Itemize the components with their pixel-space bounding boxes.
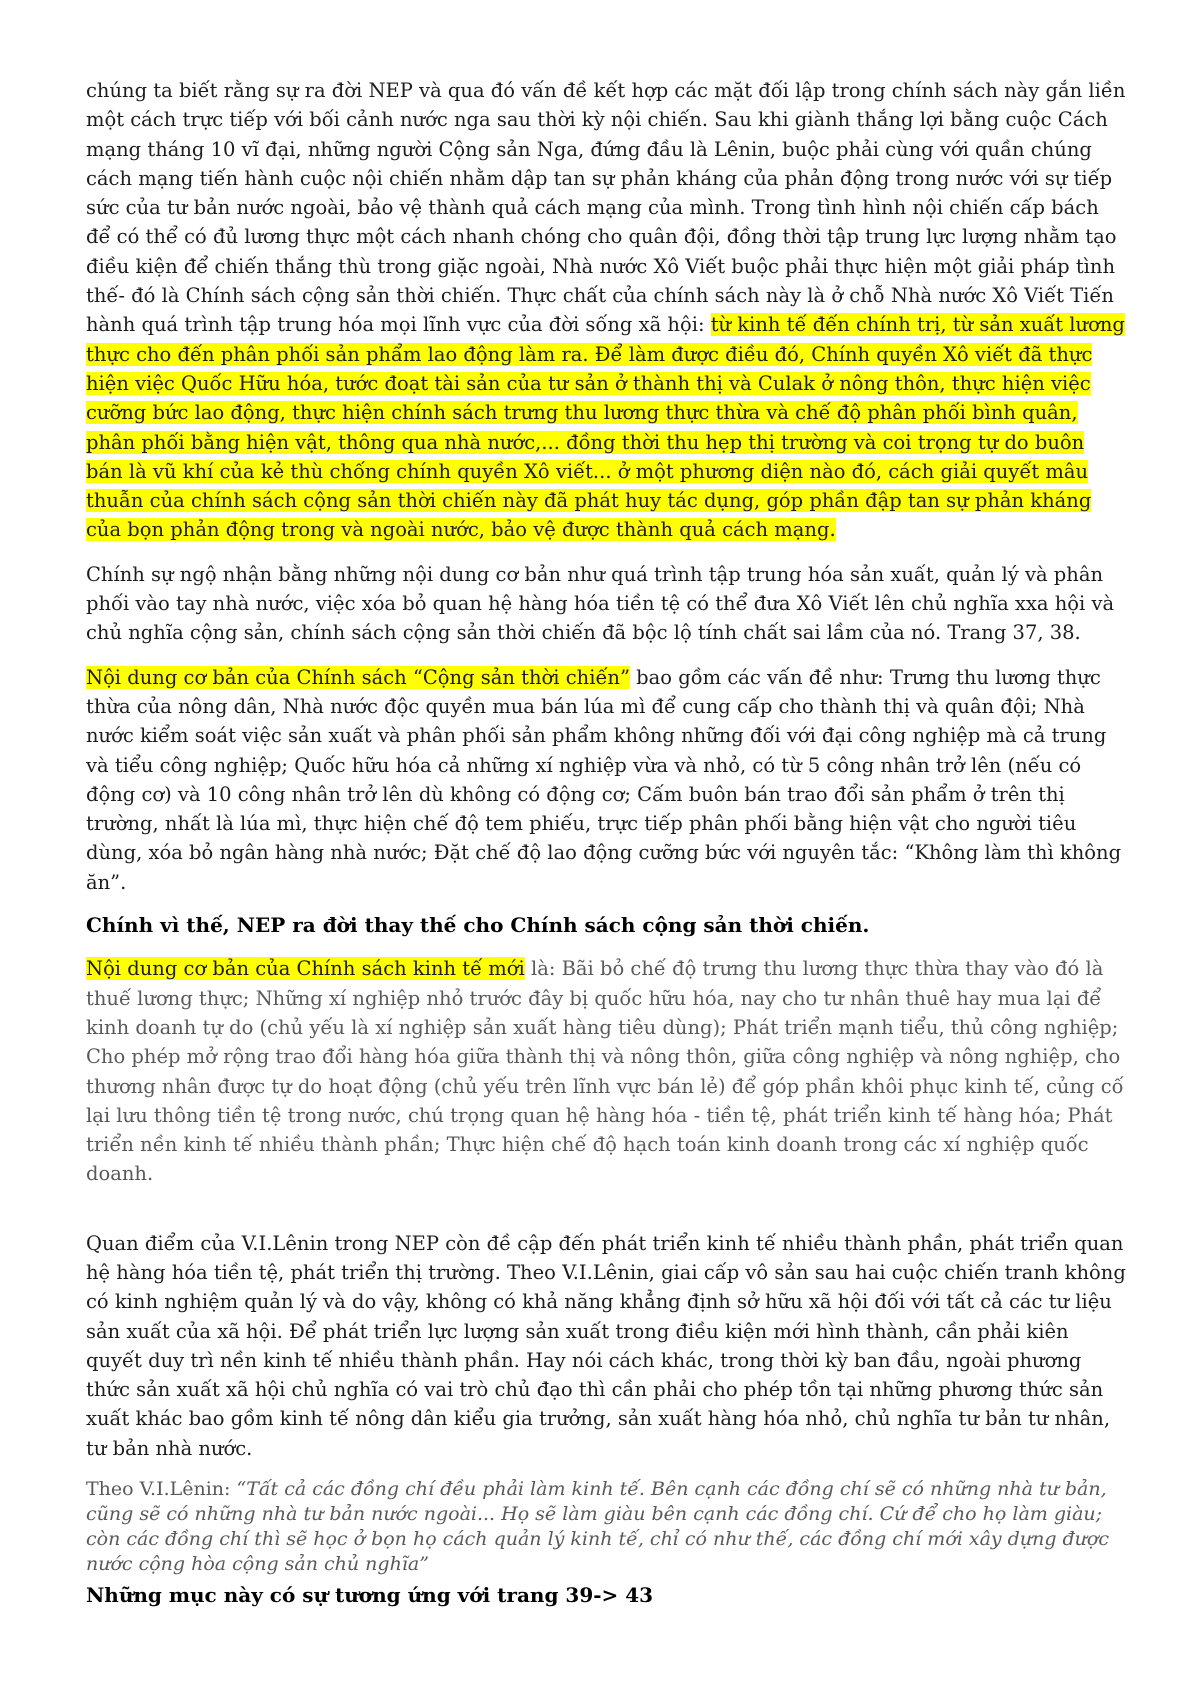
quote-text: “Tất cả các đồng chí đều phải làm kinh tế. Bên cạnh các đồng chí sẽ có những nhà tư bản, cũng sẽ có những nhà tư bản nước ngoài... Họ sẽ làm giàu bên cạnh các đồng chí. Cứ để cho họ làm giàu; còn các đồng chí thì sẽ học ở bọn họ cách quản lý kinh tế, chỉ có như thế, các đồng chí mới xây dựng được nước cộng hòa cộng sản chủ nghĩa” bbox=[86, 1478, 1110, 1576]
paragraph-misconception: Chính sự ngộ nhận bằng những nội dung cơ bản như quá trình tập trung hóa sản xuất, quản lý và phân phối vào tay nhà nước, việc xóa bỏ quan hệ hàng hóa tiền tệ có thể đưa Xô Viết lên chủ nghĩa xxa hội và chủ nghĩa cộng sản, chính sách cộng sản thời chiến đã bộc lộ tính chất sai lầm của nó. Trang 37, 38. bbox=[86, 562, 1115, 645]
paragraph-lenin-view: Quan điểm của V.I.Lênin trong NEP còn đề cập đến phát triển kinh tế nhiều thành phần, phát triển quan hệ hàng hóa tiền tệ, phát triển thị trường. Theo V.I.Lênin, giai cấp vô sản sau hai cuộc chiến tranh không có kinh nghiệm quản lý và do vậy, không có khả năng khẳng định sở hữu xã hội đối với tất cả các tư liệu sản xuất của xã hội. Để phát triển lực lượng sản xuất trong điều kiện mới hình thành, cần phải kiên quyết duy trì nền kinh tế nhiều thành phần. Hay nói cách khác, trong thời kỳ ban đầu, ngoài phương thức sản xuất xã hội chủ nghĩa có vai trò chủ đạo thì cần phải cho phép tồn tại những phương thức sản xuất khác bao gồm kinh tế nông dân kiểu gia trưởng, sản xuất hàng hóa nhỏ, chủ nghĩa tư bản tư nhân, tư bản nhà nước. bbox=[86, 1231, 1126, 1460]
page-reference-note: Những mục này có sự tương ứng với trang 39-> 43 bbox=[86, 1583, 654, 1608]
paragraph-lenin-quote bbox=[86, 1477, 1126, 1577]
highlighted-heading: Nội dung cơ bản của Chính sách “Cộng sản thời chiến” bbox=[86, 665, 630, 689]
document-page bbox=[86, 76, 1126, 1610]
paragraph-war-communism-context bbox=[86, 76, 1126, 545]
paragraph-war-communism-content bbox=[86, 663, 1126, 897]
paragraph-text: bao gồm các vấn đề như: Trưng thu lương thực thừa của nông dân, Nhà nước độc quyền mua bán lúa mì để cung cấp cho thành thị và quân đội; Nhà nước kiểm soát việc sản xuất và phân phối sản phẩm không những đối với đại công nghiệp mà cả trung và tiểu công nghiệp; Quốc hữu hóa cả những xí nghiệp vừa và nhỏ, có từ 5 công nhân trở lên (nếu có động cơ) và 10 công nhân trở lên dù không có động cơ; Cấm buôn bán trao đổi sản phẩm ở trên thị trường, nhất là lúa mì, thực hiện chế độ tem phiếu, trực tiếp phân phối bằng hiện vật cho người tiêu dùng, xóa bỏ ngân hàng nhà nước; Đặt chế độ lao động cưỡng bức với nguyên tắc: “Không làm thì không ăn”. bbox=[86, 665, 1122, 894]
highlighted-heading: Nội dung cơ bản của Chính sách kinh tế mới bbox=[86, 957, 525, 981]
quote-lead: Theo V.I.Lênin: bbox=[86, 1478, 237, 1501]
paragraph-nep-content bbox=[86, 954, 1126, 1188]
paragraph-text: là: Bãi bỏ chế độ trưng thu lương thực thừa thay vào đó là thuế lương thực; Những xí nghiệp nhỏ trước đây bị quốc hữu hóa, nay cho tư nhân thuê hay mua lại để kinh doanh tự do (chủ yếu là xí nghiệp sản xuất hàng tiêu dùng); Phát triển mạnh tiểu, thủ công nghiệp; Cho phép mở rộng trao đổi hàng hóa giữa thành thị và nông thôn, giữa công nghiệp và nông nghiệp, cho thương nhân được tự do hoạt động (chủ yếu trên lĩnh vực bán lẻ) để góp phần khôi phục kinh tế, củng cố lại lưu thông tiền tệ trong nước, chú trọng quan hệ hàng hóa - tiền tệ, phát triển kinh tế hàng hóa; Phát triển nền kinh tế nhiều thành phần; Thực hiện chế độ hạch toán kinh doanh trong các xí nghiệp quốc doanh. bbox=[86, 957, 1124, 1186]
highlighted-text: từ kinh tế đến chính trị, từ sản xuất lương thực cho đến phân phối sản phẩm lao động làm ra. Để làm được điều đó, Chính quyền Xô viết đã thực hiện việc Quốc Hữu hóa, tước đoạt tài sản của tư sản ở thành thị và Culak ở nông thôn, thực hiện việc cưỡng bức lao động, thực hiện chính sách trưng thu lương thực thừa và chế độ phân phối bình quân, phân phối bằng hiện vật, thông qua nhà nước,... đồng thời thu hẹp thị trường và coi trọng tự do buôn bán là vũ khí của kẻ thù chống chính quyền Xô viết... ở một phương diện nào đó, cách giải quyết mâu thuẫn của chính sách cộng sản thời chiến này đã phát huy tác dụng, góp phần đập tan sự phản kháng của bọn phản động trong và ngoài nước, bảo vệ được thành quả cách mạng. bbox=[86, 313, 1125, 542]
paragraph-text: chúng ta biết rằng sự ra đời NEP và qua đó vấn đề kết hợp các mặt đối lập trong chính sách này gắn liền một cách trực tiếp với bối cảnh nước nga sau thời kỳ nội chiến. Sau khi giành thắng lợi bằng cuộc Cách mạng tháng 10 vĩ đại, những người Cộng sản Nga, đứng đầu là Lênin, buộc phải cùng với quần chúng cách mạng tiến hành cuộc nội chiến nhằm dập tan sự phản kháng của phản động trong nước với sự tiếp sức của tư bản nước ngoài, bảo vệ thành quả cách mạng của mình. Trong tình hình nội chiến cấp bách để có thể có đủ lương thực một cách nhanh chóng cho quân đội, đồng thời tập trung lực lượng nhằm tạo điều kiện để chiến thắng thù trong giặc ngoài, Nhà nước Xô Viết buộc phải thực hiện một giải pháp tình thế- đó là Chính sách cộng sản thời chiến. Thực chất của chính sách này là ở chỗ Nhà nước Xô Viết Tiến hành quá trình tập trung hóa mọi lĩnh vực của đời sống xã hội: bbox=[86, 79, 1126, 337]
bold-statement-nep: Chính vì thế, NEP ra đời thay thế cho Chính sách cộng sản thời chiến. bbox=[86, 913, 870, 938]
